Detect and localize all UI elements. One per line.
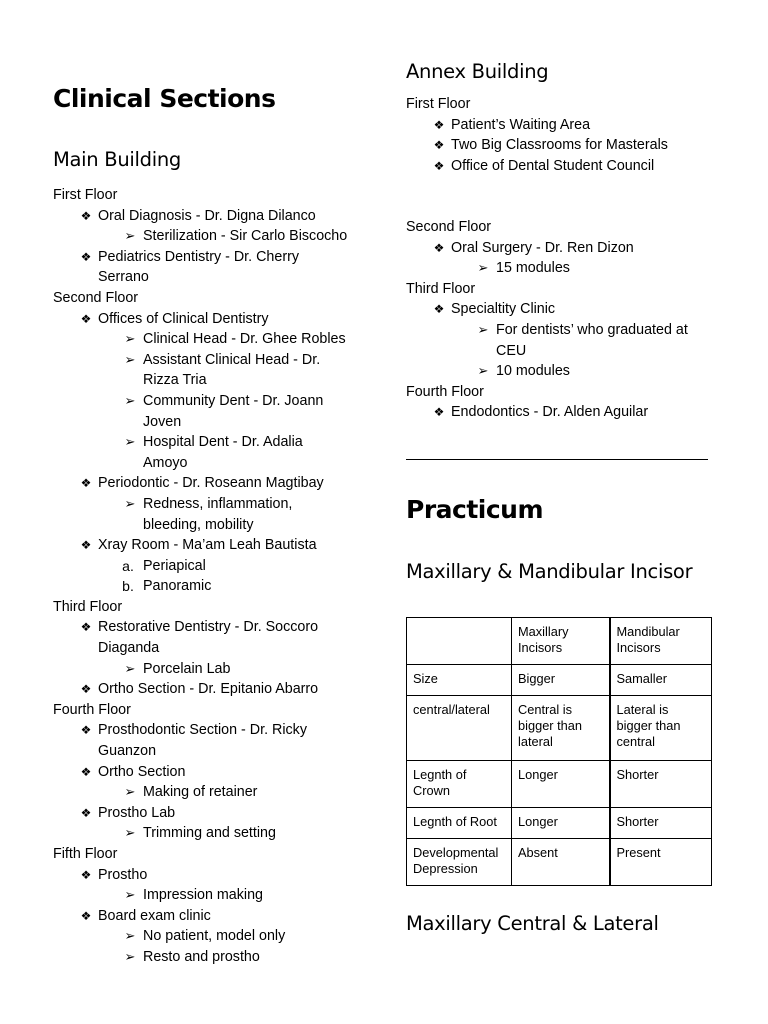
central-lateral-heading: Maxillary Central & Lateral	[406, 912, 659, 935]
list-text: Serrano	[98, 269, 149, 286]
sub-list-item	[53, 556, 373, 577]
arrow-bullet-icon: ➢	[124, 784, 136, 800]
list-item	[406, 115, 726, 136]
list-text: Prostho Lab	[98, 804, 176, 821]
diamond-bullet-icon: ❖	[433, 240, 445, 255]
table-cell: Bigger	[512, 665, 610, 696]
floor-label	[53, 597, 373, 618]
table-cell: Maxillary Incisors	[512, 618, 610, 665]
list-text: Fifth Floor	[53, 846, 118, 862]
arrow-bullet-icon: ➢	[477, 321, 489, 337]
list-item	[406, 299, 726, 320]
practicum-title: Practicum	[406, 495, 544, 524]
list-text: For dentists’ who graduated at	[496, 321, 688, 338]
list-text: Ortho Section	[98, 763, 186, 780]
table-row	[407, 761, 712, 808]
list-text: Ortho Section - Dr. Epitanio Abarro	[98, 681, 319, 698]
list-text: Diaganda	[98, 640, 160, 657]
sub-list-item	[53, 329, 373, 350]
list-text: CEU	[496, 342, 527, 359]
list-text: Restorative Dentistry - Dr. Soccoro	[98, 619, 319, 636]
list-text: Xray Room - Ma’am Leah Bautista	[98, 537, 317, 554]
table-row-label: central/lateral	[407, 696, 512, 761]
list-text: Fourth Floor	[53, 701, 131, 718]
sub-list-item	[53, 782, 373, 803]
list-text: Fourth Floor	[406, 383, 484, 400]
list-number: a.	[122, 557, 134, 574]
arrow-bullet-icon: ➢	[124, 434, 136, 450]
sub-list-item	[53, 370, 373, 391]
list-item	[406, 402, 726, 423]
table-row-label	[407, 618, 512, 665]
diamond-bullet-icon: ❖	[80, 723, 92, 738]
arrow-bullet-icon: ➢	[124, 351, 136, 367]
floor-label	[406, 382, 726, 403]
diamond-bullet-icon: ❖	[80, 805, 92, 820]
arrow-bullet-icon: ➢	[477, 260, 489, 276]
list-text: Periodontic - Dr. Roseann Magtibay	[98, 475, 324, 492]
main-building-list	[53, 185, 373, 968]
list-text: First Floor	[406, 96, 471, 112]
list-text: Third Floor	[53, 598, 123, 615]
floor-label	[53, 185, 373, 206]
list-text: Making of retainer	[143, 784, 258, 801]
table-row	[407, 696, 712, 761]
diamond-bullet-icon: ❖	[80, 208, 92, 223]
arrow-bullet-icon: ➢	[124, 825, 136, 841]
sub-list-item	[53, 412, 373, 433]
list-text: Community Dent - Dr. Joann	[143, 392, 324, 409]
diamond-bullet-icon: ❖	[433, 302, 445, 317]
sub-list-item	[53, 823, 373, 844]
list-text: Endodontics - Dr. Alden Aguilar	[451, 404, 649, 421]
list-text: Porcelain Lab	[143, 660, 231, 677]
list-text: Patient’s Waiting Area	[451, 116, 591, 133]
list-text: Impression making	[143, 887, 263, 904]
sub-list-item	[406, 320, 726, 341]
list-text: Sterilization - Sir Carlo Biscocho	[143, 228, 348, 245]
diamond-bullet-icon: ❖	[80, 476, 92, 491]
list-item	[53, 473, 373, 494]
sub-list-item	[406, 361, 726, 382]
list-text: Assistant Clinical Head - Dr.	[143, 351, 321, 368]
table-cell: Longer	[512, 761, 610, 808]
table-cell: Central is bigger than lateral	[512, 696, 610, 761]
list-text: Second Floor	[53, 289, 139, 306]
list-text: Offices of Clinical Dentistry	[98, 310, 269, 327]
list-item	[53, 617, 373, 638]
annex-first-floor-list	[406, 94, 726, 176]
list-item	[53, 267, 373, 288]
table-row	[407, 808, 712, 839]
list-text: No patient, model only	[143, 928, 286, 945]
list-text: Prostho	[98, 866, 148, 883]
incisor-comparison-table	[406, 617, 712, 886]
floor-label	[53, 700, 373, 721]
sub-list-item	[53, 659, 373, 680]
arrow-bullet-icon: ➢	[124, 660, 136, 676]
arrow-bullet-icon: ➢	[124, 495, 136, 511]
sub-list-item	[53, 350, 373, 371]
list-text: Oral Diagnosis - Dr. Digna Dilanco	[98, 207, 316, 224]
table-cell: Samaller	[610, 665, 712, 696]
list-text: Resto and prostho	[143, 948, 260, 965]
list-item	[53, 762, 373, 783]
list-item	[53, 906, 373, 927]
list-text: 15 modules	[496, 260, 570, 277]
list-text: Hospital Dent - Dr. Adalia	[143, 434, 303, 451]
table-cell: Mandibular Incisors	[610, 618, 712, 665]
diamond-bullet-icon: ❖	[80, 249, 92, 264]
list-text: Periapical	[143, 557, 206, 574]
list-text: Oral Surgery - Dr. Ren Dizon	[451, 239, 634, 256]
diamond-bullet-icon: ❖	[80, 867, 92, 882]
list-text: Third Floor	[406, 280, 476, 297]
annex-upper-floors-list	[406, 217, 726, 423]
table-cell: Longer	[512, 808, 610, 839]
list-item	[53, 535, 373, 556]
arrow-bullet-icon: ➢	[124, 928, 136, 944]
sub-list-item	[53, 885, 373, 906]
list-text: Office of Dental Student Council	[451, 157, 655, 174]
section-divider	[406, 459, 708, 460]
list-text: First Floor	[53, 187, 118, 203]
page-title: Clinical Sections	[53, 84, 276, 113]
diamond-bullet-icon: ❖	[433, 405, 445, 420]
diamond-bullet-icon: ❖	[80, 682, 92, 697]
list-item	[53, 865, 373, 886]
list-text: Rizza Tria	[143, 372, 207, 389]
arrow-bullet-icon: ➢	[124, 331, 136, 347]
list-item	[53, 803, 373, 824]
arrow-bullet-icon: ➢	[124, 228, 136, 244]
list-number: b.	[122, 578, 134, 595]
table-cell: Lateral is bigger than central	[610, 696, 712, 761]
list-text: bleeding, mobility	[143, 516, 254, 533]
list-text: Second Floor	[406, 219, 492, 235]
list-item	[53, 638, 373, 659]
arrow-bullet-icon: ➢	[124, 392, 136, 408]
list-text: Two Big Classrooms for Masterals	[451, 137, 668, 154]
list-item	[406, 135, 726, 156]
table-header-row	[407, 618, 712, 665]
list-item	[53, 741, 373, 762]
list-text: Amoyo	[143, 454, 188, 471]
sub-list-item	[53, 515, 373, 536]
arrow-bullet-icon: ➢	[477, 363, 489, 379]
table-row	[407, 839, 712, 886]
list-item	[406, 156, 726, 177]
sub-list-item	[53, 453, 373, 474]
table-row-label: Legnth of Crown	[407, 761, 512, 808]
table-row-label: Legnth of Root	[407, 808, 512, 839]
floor-label	[53, 288, 373, 309]
list-text: Prosthodontic Section - Dr. Ricky	[98, 722, 307, 739]
table-cell: Shorter	[610, 808, 712, 839]
diamond-bullet-icon: ❖	[80, 908, 92, 923]
list-text: Panoramic	[143, 578, 212, 595]
list-item	[406, 238, 726, 259]
sub-list-item	[53, 432, 373, 453]
diamond-bullet-icon: ❖	[80, 538, 92, 553]
list-text: Joven	[143, 413, 182, 430]
sub-list-item	[53, 926, 373, 947]
list-item	[53, 679, 373, 700]
sub-list-item	[53, 391, 373, 412]
diamond-bullet-icon: ❖	[80, 620, 92, 635]
list-item	[53, 206, 373, 227]
table-cell: Absent	[512, 839, 610, 886]
arrow-bullet-icon: ➢	[124, 887, 136, 903]
list-text: Trimming and setting	[143, 825, 276, 842]
diamond-bullet-icon: ❖	[433, 117, 445, 132]
sub-list-item	[406, 341, 726, 362]
table-cell: Shorter	[610, 761, 712, 808]
diamond-bullet-icon: ❖	[80, 764, 92, 779]
arrow-bullet-icon: ➢	[124, 948, 136, 964]
floor-label	[53, 844, 373, 865]
sub-list-item	[53, 947, 373, 968]
floor-label	[406, 279, 726, 300]
list-item	[53, 720, 373, 741]
diamond-bullet-icon: ❖	[433, 158, 445, 173]
sub-list-item	[406, 258, 726, 279]
list-text: Board exam clinic	[98, 907, 211, 924]
list-text: Clinical Head - Dr. Ghee Robles	[143, 331, 346, 348]
list-text: Pediatrics Dentistry - Dr. Cherry	[98, 248, 299, 265]
diamond-bullet-icon: ❖	[80, 311, 92, 326]
table-cell: Present	[610, 839, 712, 886]
annex-building-heading: Annex Building	[406, 60, 549, 83]
table-row	[407, 665, 712, 696]
list-text: Redness, inflammation,	[143, 495, 293, 512]
sub-list-item	[53, 494, 373, 515]
main-building-heading: Main Building	[53, 148, 181, 171]
list-item	[53, 309, 373, 330]
floor-label	[406, 217, 726, 238]
sub-list-item	[53, 576, 373, 597]
list-text: 10 modules	[496, 363, 570, 380]
table-row-label: Developmental Depression	[407, 839, 512, 886]
list-text: Guanzon	[98, 743, 157, 760]
list-text: Specialtity Clinic	[451, 301, 556, 318]
floor-label	[406, 94, 726, 115]
table-row-label: Size	[407, 665, 512, 696]
sub-list-item	[53, 226, 373, 247]
incisor-table-heading: Maxillary & Mandibular Incisor	[406, 560, 693, 583]
list-item	[53, 247, 373, 268]
diamond-bullet-icon: ❖	[433, 138, 445, 153]
